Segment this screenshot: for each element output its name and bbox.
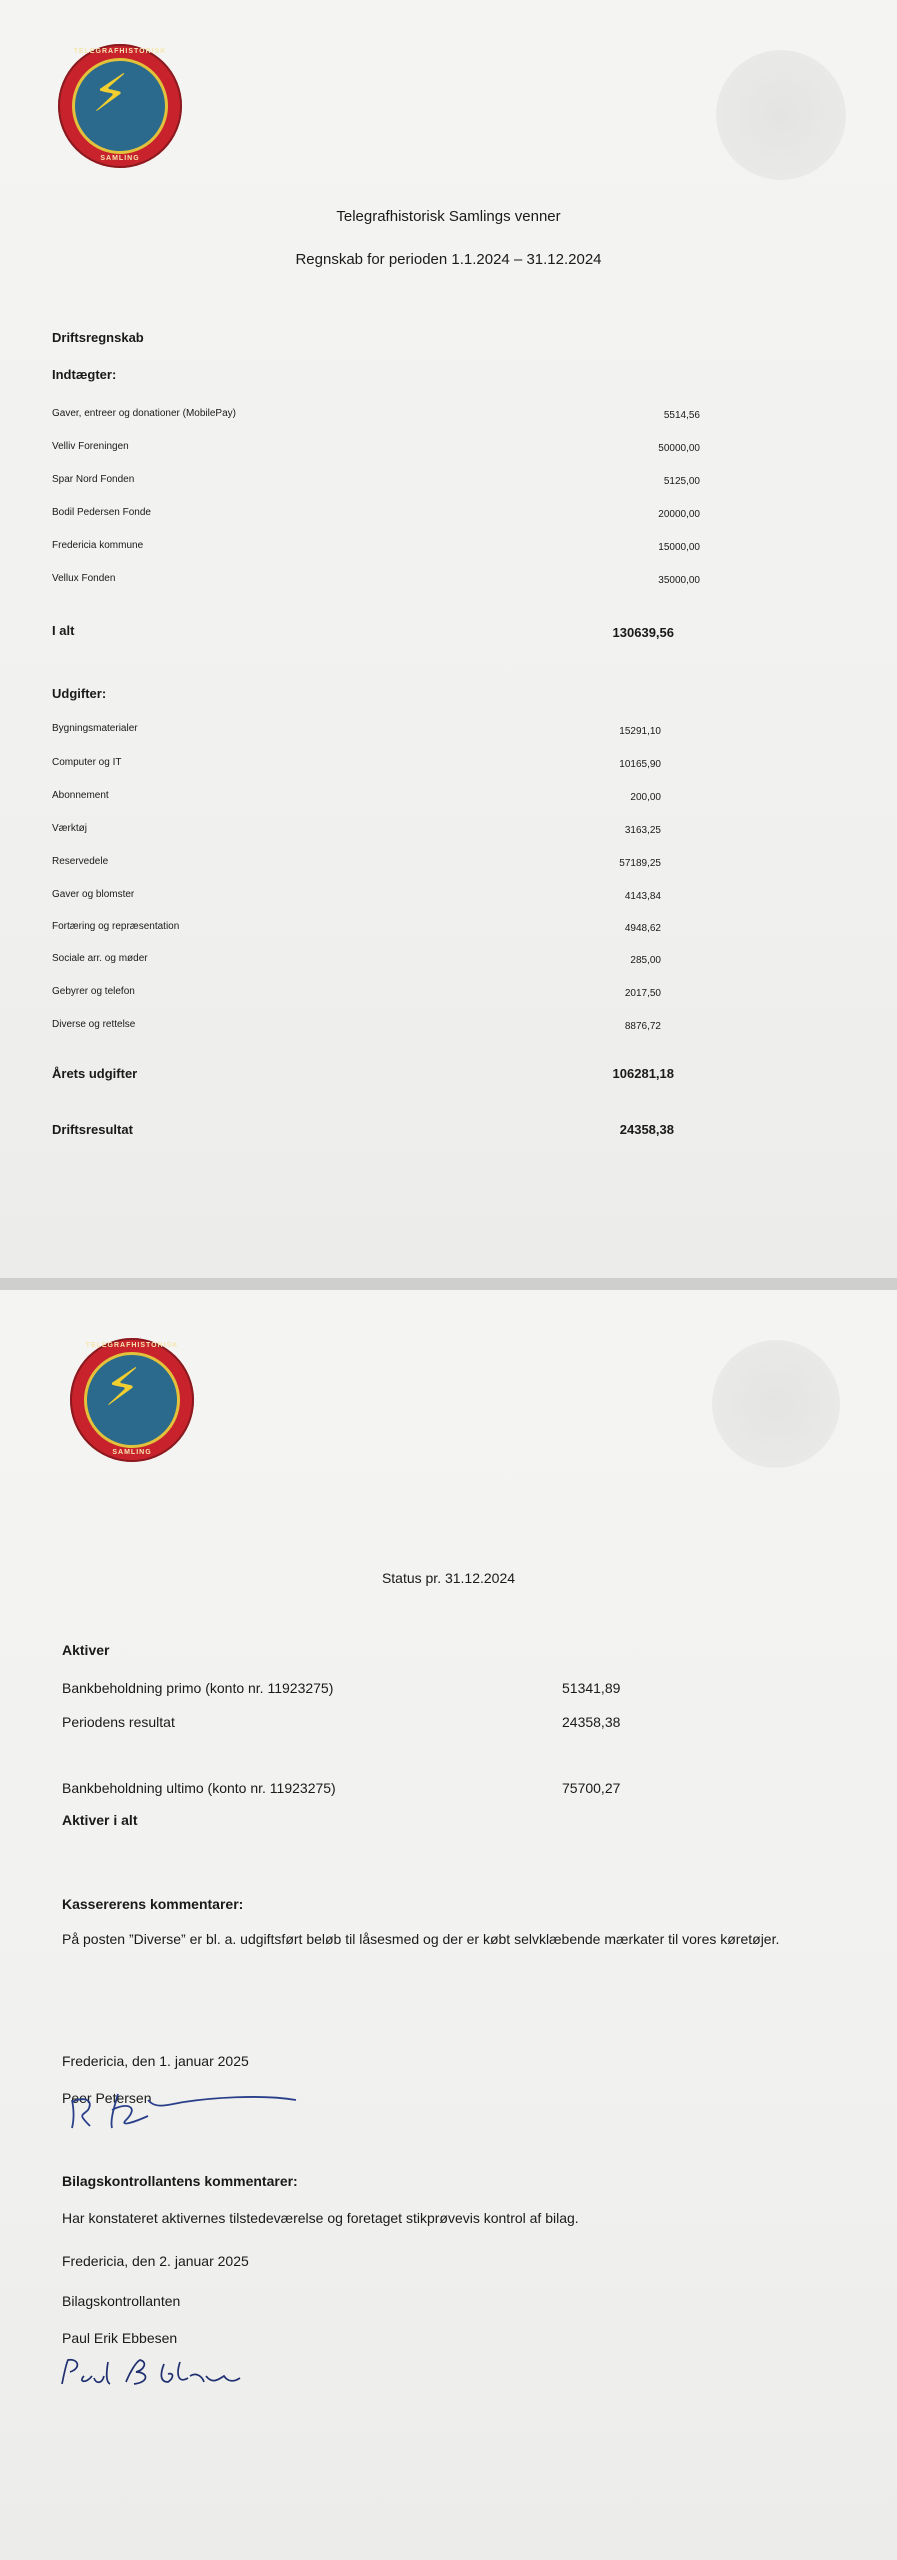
expense-item-value: 4143,84 xyxy=(624,891,661,902)
expense-item-label: Værktøj xyxy=(52,823,87,834)
page-status xyxy=(0,1290,897,2560)
income-item-value: 20000,00 xyxy=(658,509,700,520)
expense-item-label: Gaver og blomster xyxy=(52,889,135,900)
expense-item-label: Bygningsmaterialer xyxy=(52,723,138,734)
auditor-date: Fredericia, den 2. januar 2025 xyxy=(62,2253,249,2269)
income-item-label: Fredericia kommune xyxy=(52,540,144,551)
status-title: Status pr. 31.12.2024 xyxy=(381,1570,516,1586)
treasurer-comment: På posten ”Diverse” er bl. a. udgiftsført beløb til låsesmed og der er købt selvklæbende mærkater til vores køretøjer. xyxy=(62,1931,780,1947)
faint-show-through-seal xyxy=(716,50,846,180)
expense-item-label: Diverse og rettelse xyxy=(52,1019,136,1030)
status-row-value: 51341,89 xyxy=(562,1680,621,1696)
income-item-label: Bodil Pedersen Fonde xyxy=(52,507,151,518)
income-total-label: I alt xyxy=(52,623,75,638)
logo-text-bottom: SAMLING xyxy=(100,155,140,162)
expense-item-value: 200,00 xyxy=(630,792,661,803)
income-item-label: Velliv Foreningen xyxy=(52,441,129,452)
org-title: Telegrafhistorisk Samlings venner xyxy=(336,208,561,225)
expense-item-label: Computer og IT xyxy=(52,757,122,768)
expenses-total-value: 106281,18 xyxy=(612,1066,674,1081)
expense-item-label: Reservedele xyxy=(52,856,109,867)
page-gap xyxy=(0,1278,897,1290)
logo-text-bottom: SAMLING xyxy=(112,1449,152,1456)
club-logo-seal xyxy=(58,44,182,168)
status-row-label: Bankbeholdning ultimo (konto nr. 11923275) xyxy=(62,1780,336,1796)
income-item-value: 5125,00 xyxy=(663,476,700,487)
lightning-bolt-icon: ⚡ xyxy=(104,1358,141,1418)
expenses-heading: Udgifter: xyxy=(52,686,107,701)
status-row-value: 24358,38 xyxy=(562,1714,621,1730)
aktiver-heading: Aktiver xyxy=(62,1642,110,1658)
expense-item-value: 4948,62 xyxy=(624,923,661,934)
lightning-bolt-icon: ⚡ xyxy=(92,64,129,124)
expense-item-value: 8876,72 xyxy=(624,1021,661,1032)
logo-text-top: TELEGRAFHISTORISK xyxy=(73,48,167,55)
expense-item-label: Gebyrer og telefon xyxy=(52,986,135,997)
driftsregnskab-heading: Driftsregnskab xyxy=(52,330,144,345)
logo-text-top: TELEGRAFHISTORISK xyxy=(85,1342,179,1349)
income-item-value: 5514,56 xyxy=(663,410,700,421)
auditor-heading: Bilagskontrollantens kommentarer: xyxy=(62,2173,298,2189)
income-item-value: 15000,00 xyxy=(658,542,700,553)
auditor-role: Bilagskontrollanten xyxy=(62,2293,181,2309)
page-driftsregnskab xyxy=(0,0,897,1278)
income-item-value: 35000,00 xyxy=(658,575,700,586)
income-item-value: 50000,00 xyxy=(658,443,700,454)
treasurer-signature-icon xyxy=(60,2080,300,2132)
expense-item-value: 285,00 xyxy=(630,955,661,966)
status-row-label: Periodens resultat xyxy=(62,1714,175,1730)
result-value: 24358,38 xyxy=(619,1122,674,1137)
expense-item-value: 10165,90 xyxy=(619,759,661,770)
expenses-total-label: Årets udgifter xyxy=(52,1066,138,1081)
auditor-signature-icon xyxy=(56,2354,246,2394)
expense-item-label: Fortæring og repræsentation xyxy=(52,921,180,932)
faint-show-through-seal xyxy=(712,1340,840,1468)
auditor-comment: Har konstateret aktivernes tilstedeværelse og foretaget stikprøvevis kontrol af bilag. xyxy=(62,2210,579,2226)
result-label: Driftsresultat xyxy=(52,1122,133,1137)
income-item-label: Gaver, entreer og donationer (MobilePay) xyxy=(52,408,236,419)
club-logo-seal xyxy=(70,1338,194,1462)
expense-item-label: Sociale arr. og møder xyxy=(52,953,148,964)
period-title: Regnskab for perioden 1.1.2024 – 31.12.2024 xyxy=(295,251,602,268)
income-item-label: Spar Nord Fonden xyxy=(52,474,135,485)
status-row-label: Bankbeholdning primo (konto nr. 11923275) xyxy=(62,1680,334,1696)
expense-item-value: 3163,25 xyxy=(624,825,661,836)
treasurer-name: Peer Petersen xyxy=(62,2090,152,2106)
aktiver-total-label: Aktiver i alt xyxy=(62,1812,138,1828)
auditor-name: Paul Erik Ebbesen xyxy=(62,2330,178,2346)
treasurer-date: Fredericia, den 1. januar 2025 xyxy=(62,2053,249,2069)
income-heading: Indtægter: xyxy=(52,367,117,382)
expense-item-value: 2017,50 xyxy=(624,988,661,999)
income-total-value: 130639,56 xyxy=(612,625,674,640)
income-item-label: Vellux Fonden xyxy=(52,573,116,584)
status-row-value: 75700,27 xyxy=(562,1780,621,1796)
expense-item-value: 15291,10 xyxy=(619,726,661,737)
expense-item-value: 57189,25 xyxy=(619,858,661,869)
expense-item-label: Abonnement xyxy=(52,790,109,801)
treasurer-heading: Kassererens kommentarer: xyxy=(62,1896,244,1912)
